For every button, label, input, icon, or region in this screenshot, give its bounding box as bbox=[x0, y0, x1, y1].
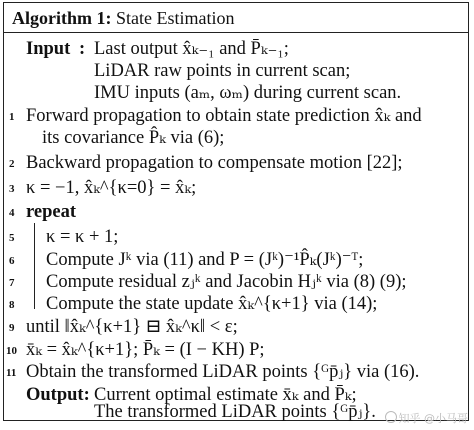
repeat-keyword: repeat bbox=[26, 202, 76, 222]
input-line-2: LiDAR raw points in current scan; bbox=[94, 61, 351, 81]
output-label: Output: bbox=[26, 385, 90, 405]
step-line: Obtain the transformed LiDAR points {ᴳp̄ⱼ} via (16). bbox=[26, 362, 420, 382]
step-number: 3 bbox=[9, 183, 15, 195]
step-line: Compute Jᵏ via (11) and P = (Jᵏ)⁻¹P̂ₖ(Jᵏ)⁻ᵀ; bbox=[46, 250, 364, 270]
title-bar bbox=[4, 3, 468, 33]
input-colon: : bbox=[79, 39, 86, 59]
step-number: 4 bbox=[9, 207, 15, 219]
step-line: Compute the state update x̂ₖ^{κ+1} via (14); bbox=[46, 294, 378, 314]
algorithm-box bbox=[3, 2, 469, 421]
watermark-icon bbox=[385, 411, 397, 423]
loop-body-rule bbox=[34, 223, 35, 309]
algorithm-title bbox=[12, 8, 234, 29]
watermark-text: 知乎 @小马哥 bbox=[398, 412, 468, 425]
step-number: 7 bbox=[9, 277, 15, 289]
until-line: until ‖x̂ₖ^{κ+1} ⊟ x̂ₖ^κ‖ < ε; bbox=[26, 317, 238, 337]
input-line-3: IMU inputs (aₘ, ωₘ) during current scan. bbox=[94, 83, 402, 103]
algorithm-label: Algorithm 1: bbox=[12, 8, 112, 28]
step-number: 5 bbox=[9, 232, 15, 244]
step-line: Forward propagation to obtain state prediction x̂ₖ and bbox=[26, 106, 422, 126]
step-number: 9 bbox=[9, 322, 15, 334]
output-line-2: The transformed LiDAR points {ᴳp̄ⱼ}. bbox=[94, 402, 376, 422]
step-number: 8 bbox=[9, 299, 15, 311]
output-line-1: Current optimal estimate x̄ₖ and P̄ₖ; bbox=[94, 385, 357, 405]
step-line: Compute residual zⱼᵏ and Jacobin Hⱼᵏ via (8) (9); bbox=[46, 272, 407, 292]
step-number: 10 bbox=[6, 345, 17, 357]
input-line-1: Last output x̂ₖ₋₁ and P̄ₖ₋₁; bbox=[94, 39, 289, 59]
step-line: κ = −1, x̂ₖ^{κ=0} = x̂ₖ; bbox=[26, 178, 197, 198]
watermark bbox=[385, 410, 469, 426]
step-number: 2 bbox=[9, 158, 15, 170]
step-number: 1 bbox=[9, 111, 15, 123]
input-label: Input bbox=[26, 39, 71, 59]
step-number: 6 bbox=[9, 255, 15, 267]
step-line: its covariance P̂ₖ via (6); bbox=[42, 128, 225, 148]
step-line: Backward propagation to compensate motion [22]; bbox=[26, 153, 403, 173]
step-line: κ = κ + 1; bbox=[46, 227, 119, 247]
step-line: x̄ₖ = x̂ₖ^{κ+1}; P̄ₖ = (I − KH) P; bbox=[26, 340, 265, 360]
step-number: 11 bbox=[6, 367, 17, 379]
algorithm-name: State Estimation bbox=[115, 8, 235, 28]
